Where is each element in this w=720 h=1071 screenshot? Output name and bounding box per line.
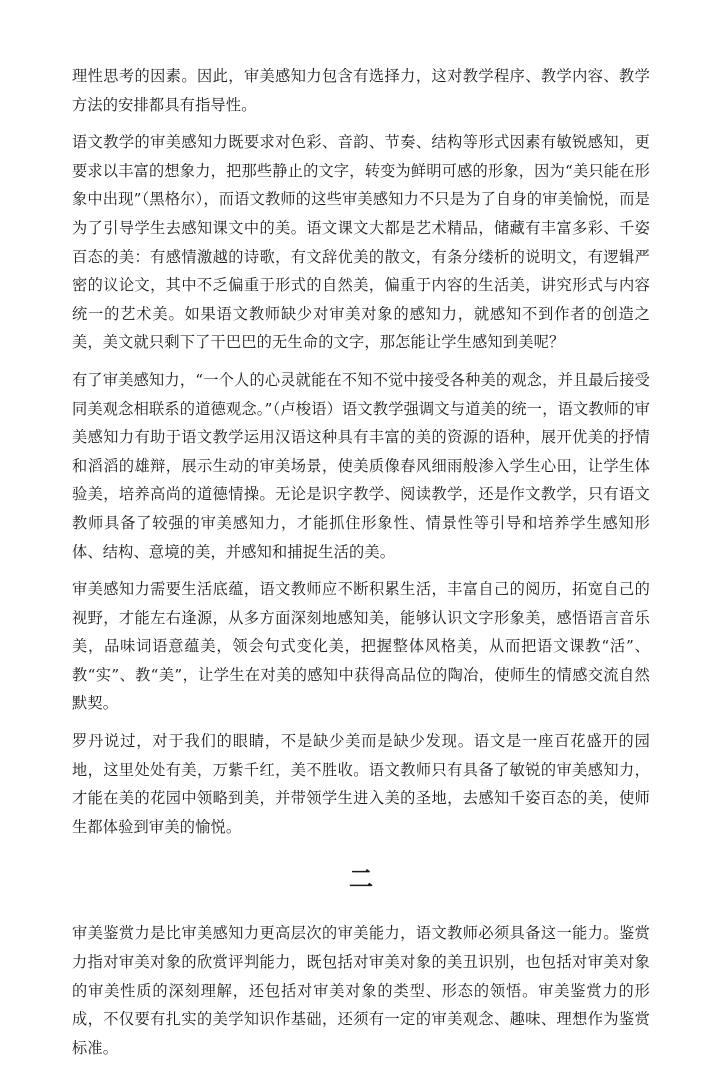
paragraph-6: 审美鉴赏力是比审美感知力更高层次的审美能力，语文教师必须具备这一能力。鉴赏力指对审美对象的欣赏评判能力，既包括对审美对象的美丑识别，也包括对审美对象的审美性质的深刻理解，还包括对审美对象的类型、形态的领悟。审美鉴赏力的形成，不仅要有扎实的美学知识作基础，还须有一定的审美观念、趣味、理想作为鉴赏标准。 <box>72 924 650 1057</box>
paragraph-5: 罗丹说过，对于我们的眼睛，不是缺少美而是缺少发现。语文是一座百花盛开的园地，这里处处有美，万紫千红，美不胜收。语文教师只有具备了敏锐的审美感知力，才能在美的花园中领略到美，并带领学生进入美的圣地，去感知千姿百态的美，使师生都体验到审美的愉悦。 <box>72 732 650 836</box>
paragraph-1: 理性思考的因素。因此，审美感知力包含有选择力，这对教学程序、教学内容、教学方法的安排都具有指导性。 <box>72 67 650 114</box>
paragraph-3: 有了审美感知力，“一个人的心灵就能在不知不觉中接受各种美的观念，并且最后接受同美观念相联系的道德观念。”（卢梭语）语文教学强调文与道美的统一，语文教师的审美感知力有助于语文教学运用汉语这种具有丰富的美的资源的语种，展开优美的抒情和滔滔的雄辩，展示生动的审美场景，使美质像春风细雨般渗入学生心田，让学生体验美，培养高尚的道德情操。无论是识字教学、阅读教学，还是作文教学，只有语文教师具备了较强的审美感知力，才能抓住形象性、情景性等引导和培养学生感知形体、结构、意境的美，并感知和捕捉生活的美。 <box>72 370 650 561</box>
paragraph-2: 语文教学的审美感知力既要求对色彩、音韵、节奏、结构等形式因素有敏锐感知，更要求以丰富的想象力，把那些静止的文字，转变为鲜明可感的形象，因为“美只能在形象中出现”（黑格尔），而语文教师的这些审美感知力不只是为了自身的审美愉悦，而是为了引导学生去感知课文中的美。语文课文大都是艺术精品，储藏有丰富多彩、千姿百态的美：有感情激越的诗歌，有文辞优美的散文，有条分缕析的说明文，有逻辑严密的议论文，其中不乏偏重于形式的自然美，偏重于内容的生活美，讲究形式与内容统一的艺术美。如果语文教师缺少对审美对象的感知力，就感知不到作者的创造之美，美文就只剩下了干巴巴的无生命的文字，那怎能让学生感知到美呢？ <box>72 133 650 352</box>
section-heading: 二 <box>349 864 373 894</box>
paragraph-4: 审美感知力需要生活底蕴，语文教师应不断积累生活，丰富自己的阅历，拓宽自己的视野，才能左右逢源，从多方面深刻地感知美，能够认识文字形象美，感悟语言音乐美，品味词语意蕴美，领会句式变化美，把握整体风格美，从而把语文课教“活”、教“实”、教“美”，让学生在对美的感知中获得高品位的陶冶，使师生的情感交流自然默契。 <box>72 580 650 713</box>
document-page <box>72 62 650 1071</box>
